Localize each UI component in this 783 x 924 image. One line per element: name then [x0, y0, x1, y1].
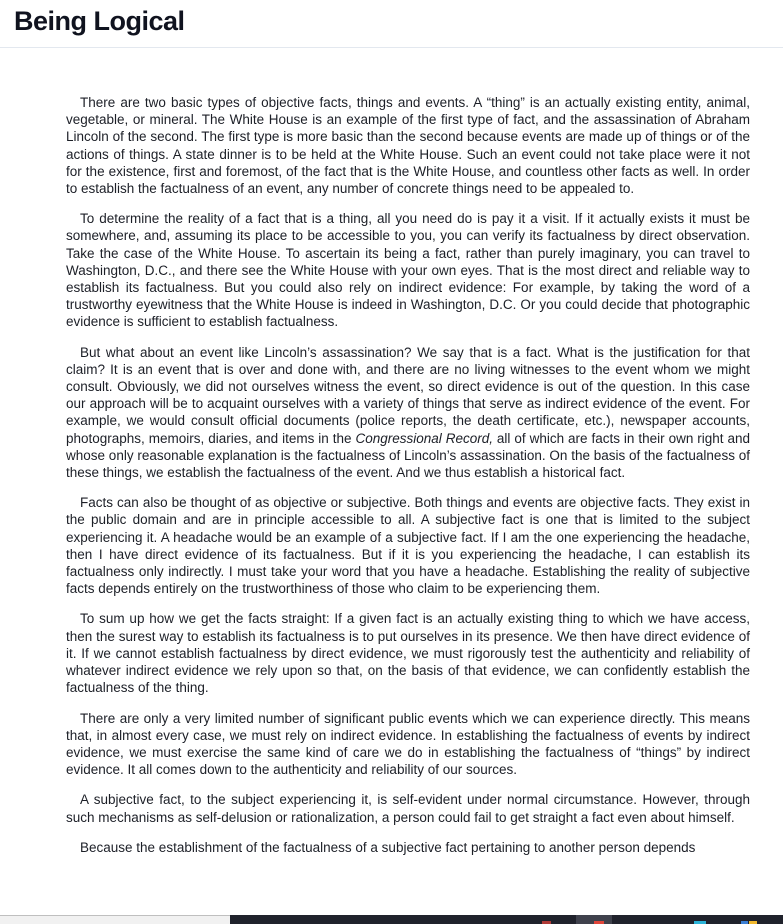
paragraph-4: Facts can also be thought of as objective or subjective. Both things and events are objective facts. They exist in the public domain and are in principle accessible to all. A subjective fact is one that is limited to the subject experiencing it. A headache would be an example of a subjective fact. If I am the one experiencing the headache, then I have direct evidence of its factualness. But if it is you experiencing the headache, I can establish its factualness only indirectly. I must take your word that you have a headache. Establishing the reality of subjective facts depends entirely on the trustworthiness of those who claim to be experiencing them. — [66, 495, 750, 597]
taskbar[interactable] — [0, 915, 783, 924]
paragraph-3-text: But what about an event like Lincoln’s assassination? We say that is a fact. What is the justification for that claim? It is an event that is over and done with, and there are no living witnesses to the event whom we might consult. Obviously, we did not ourselves witness the event, so direct evidence is out of the question. In this case our approach will be to acquaint ourselves with a variety of things that serve as indirect evidence of the event. For example, we would consult official documents (police reports, the death certificate, etc.), newspaper accounts, photographs, memoirs, diaries, and items in the — [66, 344, 750, 446]
paragraph-5: To sum up how we get the facts straight: If a given fact is an actually existing thing to which we have access, then the surest way to establish its factualness is to put ourselves in its presence. We then have direct evidence of it. If we cannot establish factualness by direct evidence, we must rigorously test the authenticity and reliability of whatever indirect evidence we rely upon so that, on the basis of that evidence, we can confidently establish the factualness of the thing. — [66, 611, 750, 696]
book-title-italic: Congressional Record, — [355, 430, 493, 446]
paragraph-1: There are two basic types of objective facts, things and events. A “thing” is an actually existing entity, animal, vegetable, or mineral. The White House is an example of the first type of fact, and the assassination of Abraham Lincoln of the second. The first type is more basic than the second because events are made up of things or of the actions of things. A state dinner is to be held at the White House. Such an event could not take place were it not for the existence, first and foremost, of the fact that is the White House, and countless other facts as well. In order to establish the factualness of an event, any number of concrete things need to be appealed to. — [66, 95, 750, 197]
paragraph-7: A subjective fact, to the subject experiencing it, is self-evident under normal circumstance. However, through such mechanisms as self-delusion or rationalization, a person could fail to get straight a fact even about himself. — [66, 792, 750, 825]
paragraph-3 — [66, 344, 750, 482]
paragraph-8: Because the establishment of the factualness of a subjective fact pertaining to another person depends — [80, 839, 696, 855]
paragraph-6: There are only a very limited number of significant public events which we can experience directly. This means that, in almost every case, we must rely on indirect evidence. In establishing the factualness of events by indirect evidence, we must exercise the same kind of care we do in establishing the factualness of “things” by indirect evidence. It all comes down to the authenticity and reliability of our sources. — [66, 710, 750, 778]
paragraph-3-text-continued: all of which are facts in their own right and whose only reasonable explanation is the factualness of Lincoln’s assassination. On the basis of the factualness of these things, we establish the factualness of the event. And we thus establish a historical fact. — [66, 430, 750, 481]
reader-header — [0, 0, 783, 48]
page-title: Being Logical — [14, 6, 185, 36]
taskbar-search-box[interactable] — [0, 915, 230, 924]
document-content — [0, 48, 783, 914]
paragraph-2: To determine the reality of a fact that is a thing, all you need do is pay it a visit. If it actually exists it must be somewhere, and, assuming its place to be accessible to you, you can verify its factualness by direct observation. Take the case of the White House. To ascertain its being a fact, rather than purely imaginary, you can travel to Washington, D.C., and there see the White House with your own eyes. That is the most direct and reliable way to establish its factualness. But you could also rely on indirect evidence: For example, by taking the word of a trustworthy eyewitness that the White House is indeed in Washington, D.C. Or you could decide that photographic evidence is sufficient to establish factualness. — [66, 211, 750, 330]
